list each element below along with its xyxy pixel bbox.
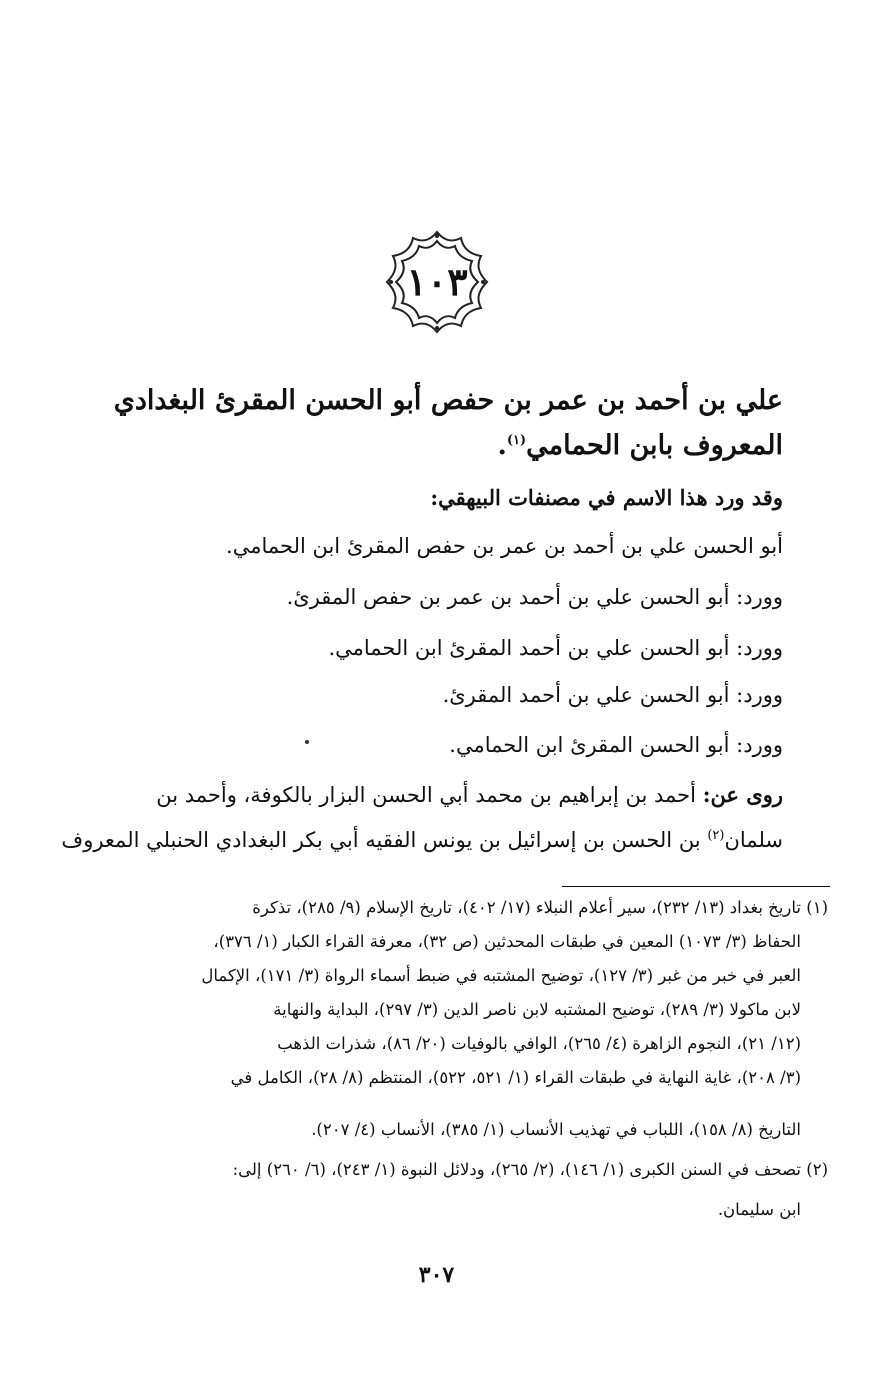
footnote-1-line-1: تاريخ بغداد (١٣/ ٢٣٢)، سير أعلام النبلاء (١٧/ ٤٠٢)، تاريخ الإسلام (٩/ ٢٨٥)، تذكرة [252, 898, 801, 917]
narrated-from-text-2: بن الحسن بن إسرائيل بن يونس الفقيه أبي بكر البغدادي الحنبلي المعروف [61, 828, 701, 852]
footnote-1-line-4: لابن ماكولا (٣/ ٢٨٩)، توضيح المشتبه لابن ناصر الدين (٣/ ٢٩٧)، البداية والنهاية [273, 1000, 801, 1019]
footnote-1-line-3: العبر في خبر من غبر (٣/ ١٢٧)، توضيح المشتبه في ضبط أسماء الرواة (٣/ ١٧١)، الإكمال [201, 966, 801, 985]
entry-number: ١٠٣ [406, 259, 468, 304]
entry-title-line-2 [90, 430, 783, 461]
footnote-1-line-5: (١٢/ ٢١)، النجوم الزاهرة (٤/ ٢٦٥)، الوافي بالوفيات (٢٠/ ٨٦)، شذرات الذهب [277, 1034, 801, 1053]
stray-dot [305, 740, 309, 744]
footnote-1-line-2: الحفاظ (٣/ ١٠٧٣) المعين في طبقات المحدثين (ص ٣٢)، معرفة القراء الكبار (١/ ٣٧٦)، [213, 932, 801, 951]
footnote-1-number: (١) [806, 898, 828, 917]
narrated-from-text-1: أحمد بن إبراهيم بن محمد أبي الحسن البزار بالكوفة، وأحمد بن [156, 783, 696, 807]
footnote-ref-2[interactable]: (٢) [707, 828, 725, 843]
entry-heading: وقد ورد هذا الاسم في مصنفات البيهقي: [430, 485, 783, 510]
narrated-from-line-2 [61, 828, 783, 852]
footnote-1-line-7: التاريخ (٨/ ١٥٨)، اللباب في تهذيب الأنساب (١/ ٣٨٥)، الأنساب (٤/ ٢٠٧). [311, 1120, 801, 1139]
entry-title-line-1: علي بن أحمد بن عمر بن حفص أبو الحسن المقرئ البغدادي [113, 385, 783, 416]
footnote-1-line-6: (٣/ ٢٠٨)، غاية النهاية في طبقات القراء (١/ ٥٢١، ٥٢٢)، المنتظم (٨/ ٢٨)، الكامل في [230, 1068, 801, 1087]
footnote-ref-1[interactable]: (١) [506, 433, 527, 448]
entry-title-text: المعروف بابن الحمامي [526, 430, 783, 461]
name-form-5: وورد: أبو الحسن المقرئ ابن الحمامي. [449, 733, 783, 757]
name-form-4: وورد: أبو الحسن علي بن أحمد المقرئ. [442, 683, 783, 707]
footnote-2-line-1: تصحف في السنن الكبرى (١/ ١٤٦)، (٢/ ٢٦٥)، ودلائل النبوة (١/ ٢٤٣)، (٦/ ٢٦٠) إلى: [232, 1160, 801, 1179]
footnote-2-line-2: ابن سليمان. [717, 1200, 801, 1219]
name-form-3: وورد: أبو الحسن علي بن أحمد المقرئ ابن الحمامي. [328, 636, 783, 660]
narrated-from-name: سلمان [724, 828, 783, 852]
entry-title-end: . [497, 430, 507, 461]
name-form-1: أبو الحسن علي بن أحمد بن عمر بن حفص المقرئ ابن الحمامي. [226, 534, 783, 558]
footnote-separator [562, 886, 830, 887]
entry-number-ornament [383, 228, 491, 336]
narrated-from-line-1 [90, 782, 783, 807]
name-form-2: وورد: أبو الحسن علي بن أحمد بن عمر بن حفص المقرئ. [286, 585, 783, 609]
narrated-from-label: روى عن: [702, 782, 783, 807]
footnote-2-number: (٢) [806, 1160, 828, 1179]
page-number: ٣٠٧ [418, 1262, 455, 1288]
